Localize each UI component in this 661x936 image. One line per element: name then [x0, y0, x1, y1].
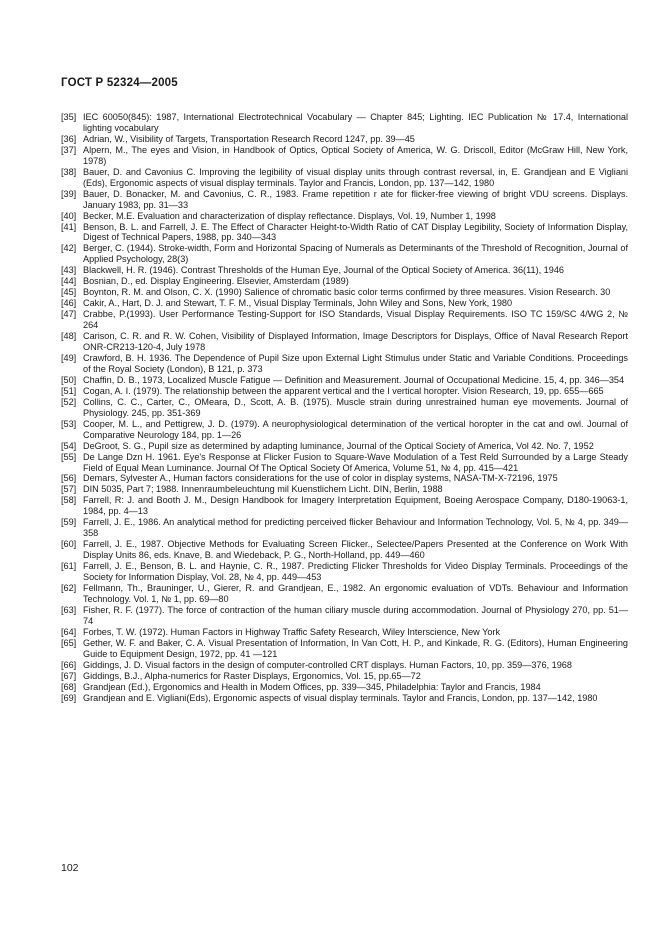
reference-number: [42] [61, 243, 77, 254]
reference-text: Farrell, J. E., Benson, B. L. and Haynie, C. R., 1987. Predicting Flicker Thresholds for Video Display Terminals. Proceedings of the Society for Information Display, Vol. 28, № 4, pp. 449—453 [83, 561, 628, 583]
reference-item [61, 211, 628, 222]
reference-number: [52] [61, 396, 77, 407]
reference-item [61, 287, 628, 298]
reference-text: Benson, B. L. and Farrell, J. E. The Effect of Character Height-to-Width Ratio of CAT Display Legibility, Society of Information Display, Digest of Technical Papers, 1988, pp. 340—343 [83, 221, 628, 243]
reference-item [61, 660, 628, 671]
reference-number: [56] [61, 473, 77, 484]
reference-text: Fellmann, Th., Brauninger, U., Gierer, R. and Grandjean, E., 1982. An ergonomic evaluation of VDTs. Behaviour and Information Technology. Vol. 1, № 1, pp. 69—80 [83, 582, 628, 604]
reference-text: Gether, W. F. and Baker, C. A. Visual Presentation of Information, In Van Cott, H. P., and Kinkade, R. G. (Editors), Human Engineering Guide to Equipment Design, 1972, pp. 41 —121 [83, 637, 628, 659]
reference-number: [35] [61, 112, 77, 122]
reference-number: [55] [61, 451, 77, 462]
reference-number: [51] [61, 385, 77, 396]
reference-text: DIN 5035, Part 7; 1988. Innenraumbeleuchtung mil Kuenstlichem Licht. DIN, Berlin, 1988 [83, 484, 443, 495]
reference-text: Crabbe, P.(1993). User Performance Testing-Support for ISO Standards, Visual Display Requirements. ISO TC 159/SC 4/WG 2, № 264 [83, 309, 628, 331]
reference-item [61, 265, 628, 276]
reference-item [61, 484, 628, 495]
reference-text: De Lange Dzn H. 1961. Eye's Response at Flicker Fusion to Square-Wave Modulation of a Test Reld Surrounded by a Large Steady Field of Equal Mean Luminance. Journal Of The Optical Society Of America, Volume 51, № 4, pp. 415—421 [83, 451, 628, 473]
reference-text: Farrell, J. E., 1986. An analytical method for predicting perceived flicker Behaviour and Information Technology, Vol. 5, № 4, pp. 349—358 [83, 517, 628, 539]
reference-item [61, 517, 628, 539]
reference-text: Giddings, B.J., Alpha-numerics for Raster Displays, Ergonomics, Vol. 15, pp.65—72 [83, 670, 421, 681]
reference-text: Forbes, T. W. (1972). Human Factors in Highway Traffic Safety Research, Wiley Interscience, New York [83, 626, 501, 637]
reference-text: Adrian, W., Visibility of Targets, Transportation Research Record 1247, pp. 39—45 [83, 133, 415, 144]
reference-number: [64] [61, 626, 77, 637]
reference-number: [63] [61, 604, 77, 615]
reference-list [61, 112, 628, 703]
reference-item [61, 386, 628, 397]
reference-item [61, 452, 628, 474]
reference-number: [68] [61, 681, 77, 692]
reference-text: Berger, C. (1944). Stroke-width, Form and Horizontal Spacing of Numerals as Determinants of the Threshold of Recognition, Journal of Applied Psychology, 28(3) [83, 243, 628, 265]
reference-item [61, 276, 628, 287]
reference-text: Cogan, A. I. (1979). The relationship between the apparent vertical and the I vertical horopter. Vision Research, 19, pp. 655—665 [83, 385, 604, 396]
reference-item [61, 189, 628, 211]
reference-item [61, 298, 628, 309]
reference-item [61, 145, 628, 167]
reference-item [61, 473, 628, 484]
reference-number: [69] [61, 692, 77, 703]
reference-item [61, 309, 628, 331]
reference-item [61, 167, 628, 189]
reference-number: [67] [61, 670, 77, 681]
document-header: ГОСТ Р 52324—2005 [61, 77, 178, 89]
reference-item [61, 693, 628, 704]
reference-text: Blackwell, H. R. (1946). Contrast Thresholds of the Human Eye, Journal of the Optical Society of America. 36(11), 1946 [83, 265, 564, 276]
reference-text: Giddings, J. D. Visual factors in the design of computer-controlled CRT displays. Human Factors, 10, pp. 359—376, 1968 [83, 659, 572, 670]
reference-number: [53] [61, 418, 77, 429]
reference-item [61, 539, 628, 561]
reference-number: [36] [61, 133, 77, 144]
reference-number: [48] [61, 331, 77, 342]
reference-item [61, 627, 628, 638]
reference-text: DeGroot, S. G., Pupil size as determined by adapting luminance, Journal of the Optical Society of America, Vol 42. No. 7, 1952 [83, 440, 594, 451]
reference-number: [41] [61, 221, 77, 232]
reference-text: Bauer, D. Bonacker, M. and Cavonius, C. R., 1983. Frame repetition r ate for flicker-free viewing of bright VDU screens. Displays. January 1983, pp. 31—33 [83, 188, 628, 210]
reference-item [61, 638, 628, 660]
reference-text: IEC 60050(845): 1987, International Electrotechnical Vocabulary — Chapter 845; Lighting. IEC Publication № 17.4, International lighting vocabulary [83, 112, 628, 133]
reference-text: Crawford, B. H. 1936. The Dependence of Pupil Size upon External Light Stimulus under Static and Variable Conditions. Proceedings of the Royal Society (London), B 121, p. 373 [83, 352, 628, 374]
reference-item [61, 682, 628, 693]
reference-number: [37] [61, 144, 77, 155]
reference-number: [38] [61, 166, 77, 177]
reference-number: [62] [61, 582, 77, 593]
reference-number: [49] [61, 352, 77, 363]
reference-number: [59] [61, 517, 77, 528]
reference-item [61, 134, 628, 145]
reference-text: Grandjean and E. Vigliani(Eds), Ergonomic aspects of visual display terminals. Taylor and Francis, London, pp. 137—142, 1980 [83, 692, 598, 703]
reference-item [61, 561, 628, 583]
reference-number: [50] [61, 374, 77, 385]
reference-text: Bosnian, D., ed. Display Engineering. Elsevier, Amsterdam (1989) [83, 276, 349, 287]
reference-text: Farrell, R: J. and Booth J. M., Design Handbook for Imagery Interpretation Equipment, Boeing Aerospace Company, D180-19063-1, 1984, pp. 4—13 [83, 495, 628, 517]
reference-text: Chaffin, D. B., 1973, Localized Muscle Fatigue — Definition and Measurement. Journal of Occupational Medicine. 15, 4, pp. 346—354 [83, 374, 625, 385]
reference-item [61, 605, 628, 627]
reference-number: [39] [61, 188, 77, 199]
reference-item [61, 222, 628, 244]
reference-number: [54] [61, 440, 77, 451]
reference-item [61, 495, 628, 517]
reference-number: [47] [61, 309, 77, 320]
reference-number: [58] [61, 495, 77, 506]
reference-number: [45] [61, 287, 77, 298]
reference-text: Boynton, R. M. and Olson, C. X. (1990) Salience of chromatic basic color terms confirmed by three measures. Vision Research. 30 [83, 287, 611, 298]
reference-text: Carison, C. R. and R. W. Cohen, Visibility of Displayed Information, Image Descriptors for Displays, Office of Naval Research Report ONR-CR213-120-4, July 1978 [83, 331, 628, 353]
reference-text: Alpern, M., The eyes and Vision, in Handbook of Optics, Optical Society of America, W. G. Driscoll, Editor (McGraw Hill, New York, 1978) [83, 144, 628, 166]
page-number: 102 [61, 862, 79, 874]
reference-number: [65] [61, 637, 77, 648]
reference-number: [44] [61, 276, 77, 287]
reference-number: [40] [61, 210, 77, 221]
reference-text: Fisher, R. F. (1977). The force of contraction of the human ciliary muscle during accommodation. Journal of Physiology 270, pp. 51—74 [83, 604, 628, 626]
reference-item [61, 112, 628, 134]
reference-number: [43] [61, 265, 77, 276]
reference-text: Cooper, M. L., and Pettigrew, J. D. (1979). A neurophysiological determination of the vertical horopter in the cat and owl. Journal of Comparative Neurology 184, pp. 1—26 [83, 418, 628, 440]
reference-text: Cakir, A., Hart, D. J. and Stewart, T. F. M., Visual Display Terminals, John Wiley and Sons, New York, 1980 [83, 298, 513, 309]
reference-text: Farrell, J. E., 1987. Objective Methods for Evaluating Screen Flicker., Selectee/Papers Presented at the Conference on Work With Display Units 86, eds. Knave, B. and Wiedeback, P. G., North-Holland, pp. 449—460 [83, 539, 628, 561]
reference-text: Collins, C. C., Carter, C., OMeara, D., Scott, A. B. (1975). Muscle strain during unrestrained human eye movements. Journal of Physiology. 245, pp. 351-369 [83, 396, 628, 418]
reference-item [61, 353, 628, 375]
reference-item [61, 583, 628, 605]
reference-number: [46] [61, 298, 77, 309]
reference-text: Grandjean (Ed.), Ergonomics and Health in Modem Offices, pp. 339—345, Philadelphia: Taylor and Francis, 1984 [83, 681, 541, 692]
reference-text: Bauer, D. and Cavonius C. Improving the legibility of visual display units through contrast reversal, in, E. Grandjean and E Vigliani (Eds), Ergonomic aspects of visual display terminals. Taylor and Francis, London, pp. 137—142, 1980 [83, 166, 628, 188]
reference-item [61, 375, 628, 386]
reference-item [61, 243, 628, 265]
reference-number: [66] [61, 659, 77, 670]
reference-item [61, 671, 628, 682]
reference-item [61, 331, 628, 353]
reference-number: [61] [61, 561, 77, 572]
reference-item [61, 419, 628, 441]
reference-number: [60] [61, 539, 77, 550]
reference-number: [57] [61, 484, 77, 495]
reference-text: Becker, M.E. Evaluation and characterization of display reflectance. Displays, Vol. 19, Number 1, 1998 [83, 210, 496, 221]
reference-item [61, 441, 628, 452]
reference-text: Demars, Sylvester A., Human factors considerations for the use of color in display systems, NASA-TM-X-72196, 1975 [83, 473, 558, 484]
reference-item [61, 397, 628, 419]
